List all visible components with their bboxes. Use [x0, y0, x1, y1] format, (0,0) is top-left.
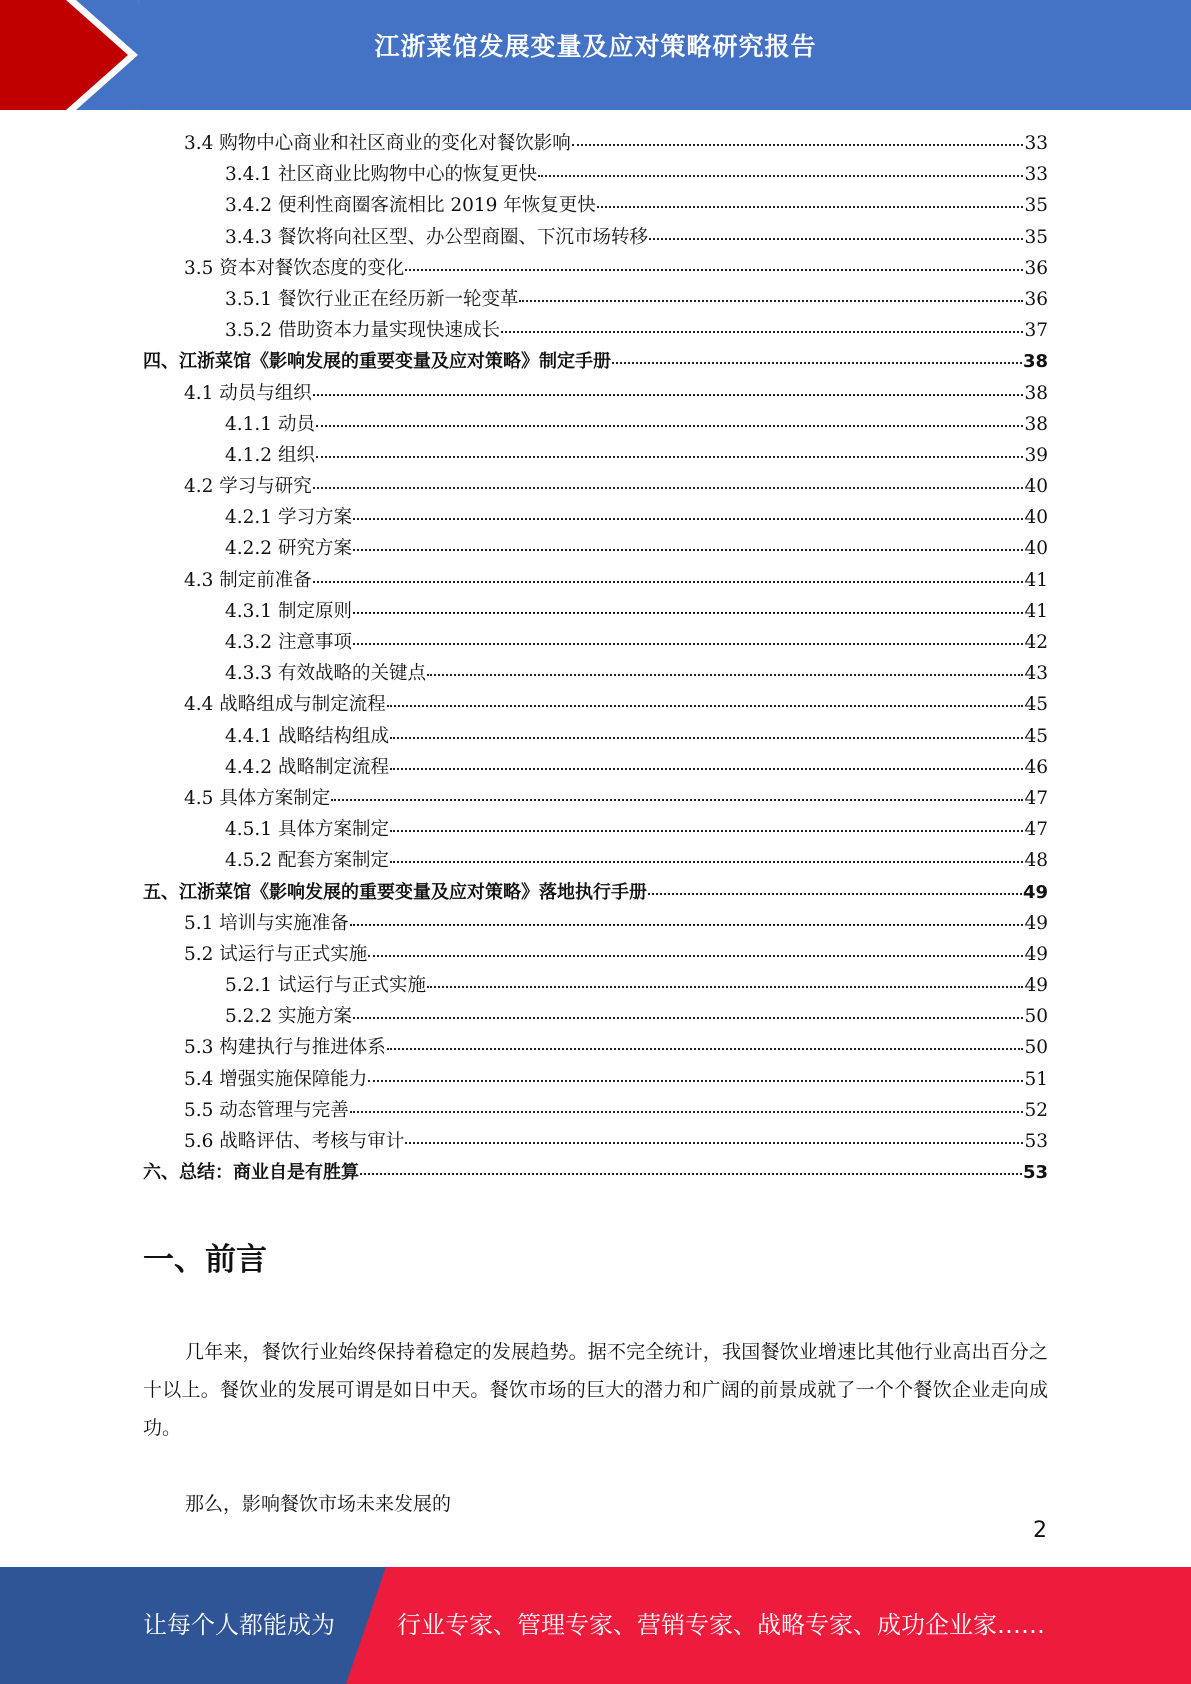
toc-entry[interactable] — [143, 845, 1048, 876]
toc-entry-label: 5.2.2 实施方案 — [225, 1006, 352, 1028]
toc-entry-page: 53 — [1024, 1131, 1048, 1152]
toc-entry[interactable] — [143, 1095, 1048, 1126]
toc-entry-page: 43 — [1024, 663, 1048, 685]
toc-dot-leader — [538, 157, 1023, 177]
toc-entry[interactable] — [143, 1126, 1048, 1157]
toc-entry-page: 40 — [1024, 476, 1048, 498]
toc-entry-page: 41 — [1024, 569, 1048, 591]
toc-entry[interactable] — [143, 596, 1048, 627]
toc-entry-page: 45 — [1024, 725, 1048, 747]
toc-dot-leader — [350, 906, 1024, 926]
body-paragraph: 那么，影响餐饮市场未来发展的 — [185, 1493, 452, 1515]
toc-entry-page: 37 — [1024, 320, 1048, 342]
toc-entry-label: 4.5 具体方案制定 — [184, 787, 331, 809]
toc-dot-leader — [427, 656, 1023, 676]
toc-entry[interactable] — [143, 1064, 1048, 1095]
toc-entry-page: 42 — [1024, 632, 1048, 653]
toc-entry-label: 4.3 制定前准备 — [184, 569, 312, 591]
toc-entry-label: 六、总结：商业自是有胜算 — [143, 1162, 359, 1184]
toc-entry-page: 39 — [1024, 444, 1048, 466]
footer-slogan-right: 行业专家、管理专家、营销专家、战略专家、成功企业家…… — [397, 1611, 1045, 1639]
toc-entry-page: 52 — [1024, 1099, 1048, 1121]
toc-entry-page: 40 — [1024, 538, 1048, 560]
toc-entry-label: 4.2.1 学习方案 — [225, 507, 352, 529]
toc-entry[interactable] — [143, 689, 1048, 720]
toc-dot-leader — [368, 1062, 1023, 1082]
toc-dot-leader — [331, 781, 1023, 801]
toc-dot-leader — [427, 968, 1023, 988]
toc-entry-label: 5.1 培训与实施准备 — [184, 912, 349, 934]
toc-dot-leader — [387, 687, 1024, 707]
toc-dot-leader — [405, 251, 1023, 271]
toc-entry-page: 45 — [1024, 694, 1048, 716]
page-footer — [0, 1567, 1191, 1684]
toc-entry-label: 4.5.1 具体方案制定 — [225, 819, 389, 841]
toc-entry[interactable] — [143, 627, 1048, 658]
toc-entry[interactable] — [143, 752, 1048, 783]
toc-entry-label: 3.5.2 借助资本力量实现快速成长 — [225, 320, 500, 342]
toc-entry-label: 3.5.1 餐饮行业正在经历新一轮变革 — [225, 288, 519, 310]
toc-entry-page: 49 — [1024, 975, 1048, 997]
toc-entry[interactable] — [143, 939, 1048, 970]
toc-dot-leader — [405, 1124, 1023, 1144]
toc-entry-page: 47 — [1024, 787, 1048, 809]
toc-dot-leader — [501, 313, 1023, 333]
toc-entry-page: 38 — [1024, 413, 1048, 435]
toc-entry[interactable] — [143, 253, 1048, 284]
toc-entry-page: 40 — [1024, 507, 1048, 529]
toc-entry-page: 49 — [1022, 881, 1048, 903]
toc-entry-label: 4.3.2 注意事项 — [225, 632, 352, 653]
toc-entry-label: 5.3 构建执行与推进体系 — [184, 1037, 386, 1059]
toc-entry-page: 48 — [1024, 850, 1048, 872]
toc-entry-label: 4.4.1 战略结构组成 — [225, 725, 389, 747]
toc-entry[interactable] — [143, 783, 1048, 814]
toc-entry-page: 36 — [1024, 288, 1048, 310]
toc-entry[interactable] — [143, 721, 1048, 752]
toc-dot-leader — [360, 1155, 1022, 1175]
page-number: 2 — [1033, 1518, 1047, 1543]
toc-entry[interactable] — [143, 1001, 1048, 1032]
toc-entry[interactable] — [143, 533, 1048, 564]
toc-entry[interactable] — [143, 877, 1048, 908]
toc-entry-page: 50 — [1024, 1006, 1048, 1028]
toc-dot-leader — [368, 937, 1023, 957]
toc-entry-page: 51 — [1024, 1068, 1048, 1090]
toc-entry-page: 35 — [1024, 226, 1048, 248]
toc-entry[interactable] — [143, 908, 1048, 939]
toc-entry-page: 41 — [1024, 600, 1048, 622]
toc-dot-leader — [390, 812, 1023, 832]
toc-entry-label: 4.5.2 配套方案制定 — [225, 850, 389, 872]
toc-entry[interactable] — [143, 315, 1048, 346]
toc-entry-label: 3.4.3 餐饮将向社区型、办公型商圈、下沉市场转移 — [225, 226, 648, 248]
toc-dot-leader — [519, 282, 1023, 302]
toc-entry[interactable] — [143, 378, 1048, 409]
toc-entry-label: 四、江浙菜馆《影响发展的重要变量及应对策略》制定手册 — [143, 351, 611, 373]
toc-entry-label: 5.4 增强实施保障能力 — [184, 1068, 368, 1090]
toc-entry[interactable] — [143, 658, 1048, 689]
toc-entry-page: 33 — [1024, 164, 1048, 186]
toc-entry-page: 33 — [1024, 133, 1048, 154]
toc-entry[interactable] — [143, 409, 1048, 440]
toc-entry-label: 4.3.3 有效战略的关键点 — [225, 663, 426, 685]
toc-dot-leader — [353, 500, 1024, 520]
toc-entry-label: 3.4.2 便利性商圈客流相比 2019 年恢复更快 — [225, 195, 596, 217]
toc-entry[interactable] — [143, 440, 1048, 471]
body-paragraph: 几年来，餐饮行业始终保持着稳定的发展趋势。据不完全统计，我国餐饮业增速比其他行业高出百分之十以上。餐饮业的发展可谓是如日中天。餐饮市场的巨大的潜力和广阔的前景成就了一个个餐饮企业走向成功。 — [143, 1341, 1048, 1439]
toc-dot-leader — [649, 220, 1023, 240]
toc-dot-leader — [313, 563, 1024, 583]
toc-entry[interactable] — [143, 970, 1048, 1001]
toc-entry[interactable] — [143, 128, 1048, 159]
toc-entry[interactable] — [143, 190, 1048, 221]
toc-entry-label: 4.3.1 制定原则 — [225, 600, 352, 622]
toc-dot-leader — [313, 469, 1024, 489]
page-header — [0, 0, 1191, 110]
toc-dot-leader — [597, 188, 1024, 208]
toc-entry-page: 49 — [1024, 912, 1048, 934]
toc-entry-label: 4.1.2 组织 — [225, 444, 315, 466]
toc-entry-page: 47 — [1024, 819, 1048, 841]
toc-dot-leader — [350, 1093, 1024, 1113]
toc-entry[interactable] — [143, 222, 1048, 253]
table-of-contents — [143, 128, 1048, 1188]
toc-dot-leader — [316, 438, 1024, 458]
toc-entry[interactable] — [143, 565, 1048, 596]
toc-entry[interactable] — [143, 502, 1048, 533]
toc-entry[interactable] — [143, 284, 1048, 315]
toc-entry-page: 49 — [1024, 943, 1048, 965]
toc-entry-label: 3.5 资本对餐饮态度的变化 — [184, 257, 405, 279]
toc-dot-leader — [390, 719, 1023, 739]
toc-entry[interactable] — [143, 471, 1048, 502]
toc-entry-label: 4.2 学习与研究 — [184, 476, 312, 498]
toc-entry[interactable] — [143, 814, 1048, 845]
footer-slogan-left: 让每个人都能成为 — [143, 1611, 335, 1639]
toc-dot-leader — [353, 625, 1024, 645]
toc-entry-label: 五、江浙菜馆《影响发展的重要变量及应对策略》落地执行手册 — [143, 881, 647, 903]
toc-entry-label: 5.2.1 试运行与正式实施 — [225, 975, 426, 997]
toc-dot-leader — [353, 594, 1024, 614]
toc-entry-label: 4.2.2 研究方案 — [225, 538, 352, 560]
toc-dot-leader — [612, 344, 1022, 364]
toc-entry-page: 50 — [1024, 1037, 1048, 1059]
toc-entry-label: 4.4.2 战略制定流程 — [225, 756, 389, 778]
toc-dot-leader — [390, 750, 1023, 770]
toc-entry-page: 36 — [1024, 257, 1048, 279]
toc-dot-leader — [313, 376, 1024, 396]
toc-entry[interactable] — [143, 1032, 1048, 1063]
toc-entry-label: 4.4 战略组成与制定流程 — [184, 694, 386, 716]
toc-dot-leader — [572, 126, 1024, 146]
toc-dot-leader — [353, 999, 1024, 1019]
toc-dot-leader — [353, 531, 1024, 551]
toc-dot-leader — [390, 843, 1023, 863]
toc-entry-label: 4.1 动员与组织 — [184, 382, 312, 404]
toc-entry-label: 5.2 试运行与正式实施 — [184, 943, 368, 965]
toc-entry[interactable] — [143, 1157, 1048, 1188]
toc-entry-label: 4.1.1 动员 — [225, 413, 315, 435]
toc-entry-label: 3.4.1 社区商业比购物中心的恢复更快 — [225, 164, 537, 186]
toc-dot-leader — [387, 1030, 1024, 1050]
section-heading: 一、前言 — [143, 1242, 267, 1278]
document-title: 江浙菜馆发展变量及应对策略研究报告 — [374, 32, 817, 61]
toc-entry-page: 38 — [1022, 351, 1048, 373]
toc-entry[interactable] — [143, 346, 1048, 377]
toc-entry[interactable] — [143, 159, 1048, 190]
toc-entry-label: 5.6 战略评估、考核与审计 — [184, 1131, 405, 1152]
toc-entry-page: 38 — [1024, 382, 1048, 404]
toc-entry-page: 53 — [1022, 1162, 1048, 1184]
toc-entry-page: 35 — [1024, 195, 1048, 217]
toc-entry-page: 46 — [1024, 756, 1048, 778]
toc-entry-label: 5.5 动态管理与完善 — [184, 1099, 349, 1121]
toc-entry-label: 3.4 购物中心商业和社区商业的变化对餐饮影响 — [184, 133, 571, 154]
toc-dot-leader — [316, 407, 1024, 427]
toc-dot-leader — [648, 875, 1022, 895]
